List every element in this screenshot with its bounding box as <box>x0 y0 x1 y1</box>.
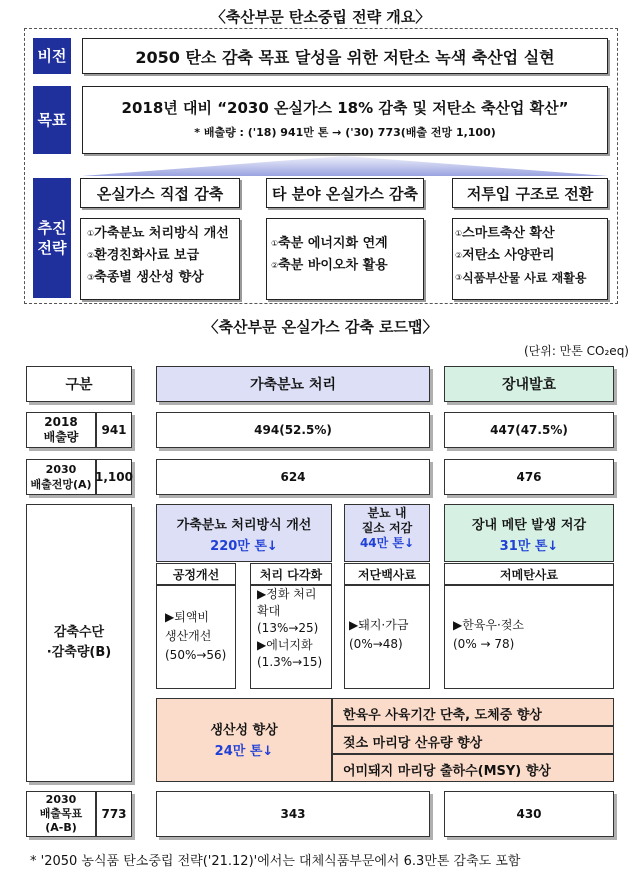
target-label: 2030 배출목표 (A-B) <box>26 791 96 837</box>
goal-text: 2018년 대비 “2030 온실가스 18% 감축 및 저탄소 축산업 확산” <box>121 99 569 117</box>
strategy-col1-list <box>80 218 240 300</box>
vision-tag: 비전 <box>33 38 71 74</box>
diversify-detail-1: ▶정화 처리 확대 (13%→25) <box>257 587 319 635</box>
list-item: ②환경친화사료 보급 <box>87 248 200 263</box>
nitrogen-amount: 44만 톤↓ <box>359 536 415 550</box>
sub-process: 공정개선 <box>156 563 236 585</box>
productivity-amount: 24만 톤↓ <box>214 744 274 759</box>
list-item: ②축분 바이오차 활용 <box>271 258 388 273</box>
productivity-item-1: 한육우 사육기간 단축, 도체중 향상 <box>332 698 614 726</box>
vision-text: 2050 탄소 감축 목표 달성을 위한 저탄소 녹색 축산업 실현 <box>82 38 608 74</box>
strategy-col2-title: 타 분야 온실가스 감축 <box>266 178 424 208</box>
roadmap-title: 〈축산부문 온실가스 감축 로드맵〉 <box>203 318 438 336</box>
sub-low-methane: 저메탄사료 <box>444 563 614 585</box>
strategy-col1-title: 온실가스 직접 감축 <box>80 178 240 208</box>
strategy-col3-title: 저투입 구조로 전환 <box>452 178 608 208</box>
list-item: ①가축분뇨 처리방식 개선 <box>87 226 229 241</box>
unit-label: (단위: 만톤 CO₂eq) <box>523 344 629 358</box>
row2030-enteric: 476 <box>444 459 614 495</box>
productivity-title: 생산성 향상 <box>210 723 278 738</box>
header-manure: 가축분뇨 처리 <box>156 366 430 402</box>
manure-method-title: 가축분뇨 처리방식 개선 <box>176 518 312 533</box>
overview-title: 〈축산부문 탄소중립 전략 개요〉 <box>210 8 431 26</box>
nitrogen-title: 분뇨 내 질소 저감 <box>361 506 413 535</box>
row2030-label: 2030 배출전망(A) <box>26 459 96 495</box>
list-item: ①스마트축산 확산 <box>455 226 555 241</box>
header-category: 구분 <box>26 366 132 402</box>
nitrogen-box <box>344 504 430 562</box>
target-total: 773 <box>96 791 132 837</box>
process-detail: ▶퇴액비 생산개선 (50%→56) <box>156 585 236 689</box>
sub-diversify: 처리 다각화 <box>250 563 332 585</box>
low-methane-detail: ▶한육우·젖소 (0% → 78) <box>444 585 614 689</box>
list-item: ③식품부산물 사료 재활용 <box>455 271 587 285</box>
low-protein-detail: ▶돼지·가금 (0%→48) <box>344 585 430 689</box>
diversify-detail <box>250 585 332 689</box>
productivity-item-2: 젖소 마리당 산유량 향상 <box>332 726 614 754</box>
diversify-detail-2: ▶에너지화 (1.3%→15) <box>257 638 323 669</box>
target-manure: 343 <box>156 791 430 837</box>
methane-title: 장내 메탄 발생 저감 <box>471 518 587 533</box>
reduction-label: 감축수단 ·감축량(B) <box>26 504 132 782</box>
target-enteric: 430 <box>444 791 614 837</box>
list-item: ②저탄소 사양관리 <box>455 248 555 263</box>
productivity-item-3: 어미돼지 마리당 출하수(MSY) 향상 <box>332 754 614 782</box>
list-item: ①축분 에너지화 연계 <box>271 236 388 251</box>
row2030-total: 1,100 <box>96 459 132 495</box>
goal-subtext: * 배출량 : ('18) 941만 톤 → ('30) 773(배출 전망 1,100) <box>194 126 496 139</box>
row2018-label: 2018 배출량 <box>26 412 96 448</box>
row2018-enteric: 447(47.5%) <box>444 412 614 448</box>
strategy-col2-list <box>266 218 424 300</box>
row2018-manure: 494(52.5%) <box>156 412 430 448</box>
methane-amount: 31만 톤↓ <box>499 539 559 554</box>
header-enteric: 장내발효 <box>444 366 614 402</box>
sub-low-protein: 저단백사료 <box>344 563 430 585</box>
row2018-total: 941 <box>96 412 132 448</box>
footnote: * '2050 농식품 탄소중립 전략('21.12)'에서는 대체식품부문에서 6.3만톤 감축도 포함 <box>30 854 521 869</box>
manure-method-box <box>156 504 332 562</box>
methane-box <box>444 504 614 562</box>
row2030-manure: 624 <box>156 459 430 495</box>
goal-box <box>82 86 608 154</box>
manure-method-amount: 220만 톤↓ <box>210 539 278 554</box>
goal-tag: 목표 <box>33 86 71 154</box>
productivity-box <box>156 698 332 782</box>
strategy-col3-list <box>452 218 608 300</box>
strategy-tag: 추진 전략 <box>33 178 71 298</box>
list-item: ③축종별 생산성 향상 <box>87 270 204 285</box>
up-arrow-icon <box>82 156 608 176</box>
